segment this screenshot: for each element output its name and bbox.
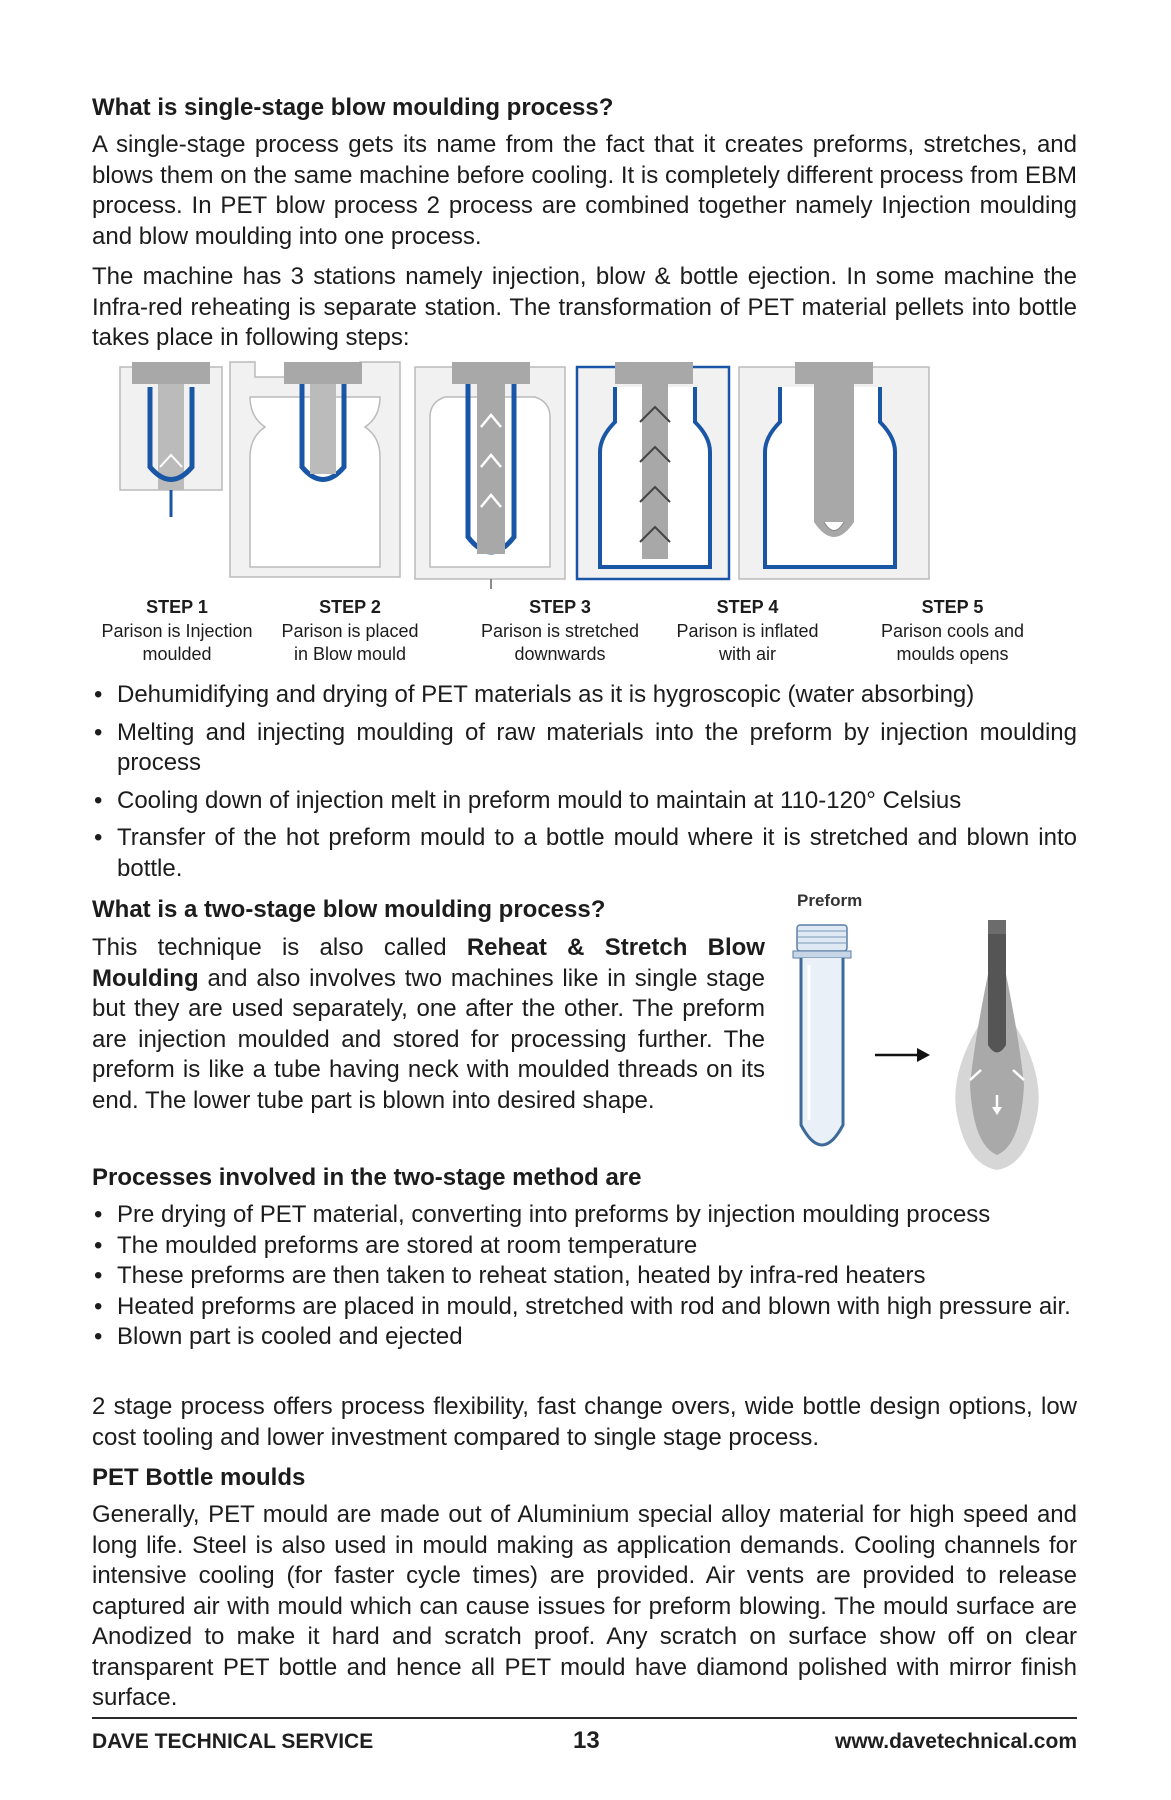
- footer-website-link[interactable]: www.davetechnical.com: [835, 1730, 1077, 1753]
- step-5-figure: [739, 362, 929, 579]
- list-item: • Melting and injecting moulding of raw materials into the preform by injection moulding process: [92, 718, 1077, 779]
- preform-tube: [793, 925, 851, 1145]
- paragraph-pet-moulds: Generally, PET mould are made out of Aluminium special alloy material for high speed and long life. Steel is also used in mould making as application demands. Cooling channels for intensive cooling (for faster cycle times) are provided. Air vents are provided to release captured air with mould which can cause issues for preform blowing. The mould surface are Anodized to make it hard and scratch proof. Any scratch on surface show off on clear transparent PET bottle and hence all PET mould have diamond polished with mirror finish surface.: [92, 1501, 1077, 1711]
- step-label: STEP 2 Parison is placed in Blow mould: [281, 597, 419, 664]
- section-heading-two-stage: What is a two-stage blow moulding process?: [92, 896, 606, 923]
- section-heading-single-stage: What is single-stage blow moulding process?: [92, 94, 614, 121]
- step-label: STEP 4 Parison is inflated with air: [676, 597, 819, 664]
- step-label: STEP 5 Parison cools and moulds opens: [880, 597, 1025, 664]
- list-item: • Cooling down of injection melt in preform mould to maintain at 110-120° Celsius: [92, 786, 1077, 817]
- step-3-figure: [415, 362, 565, 589]
- paragraph-machine-stations: The machine has 3 stations namely injection, blow & bottle ejection. In some machine the Infra-red reheating is separate station. The transformation of PET material pellets into bottle takes place in following steps:: [92, 263, 1077, 351]
- step-label: STEP 1 Parison is Injection moulded: [101, 597, 253, 664]
- paragraph-two-stage-summary: 2 stage process offers process flexibility, fast change overs, wide bottle design options, low cost tooling and lower investment compared to single stage process.: [92, 1393, 1077, 1451]
- step-2-figure: [230, 362, 400, 577]
- list-item: • Transfer of the hot preform mould to a bottle mould where it is stretched and blown into bottle.: [92, 823, 1077, 884]
- list-item: • Dehumidifying and drying of PET materials as it is hygroscopic (water absorbing): [92, 680, 1077, 711]
- step-label: STEP 3 Parison is stretched downwards: [480, 597, 640, 664]
- step-4-figure: [577, 362, 729, 579]
- list-item: • Heated preforms are placed in mould, stretched with rod and blown with high pressure air.: [92, 1292, 1077, 1323]
- section-heading-pet-moulds: PET Bottle moulds: [92, 1464, 306, 1491]
- list-item: • Blown part is cooled and ejected: [92, 1322, 1077, 1353]
- footer-divider: [92, 1717, 1077, 1719]
- two-stage-process-list: [92, 1200, 1077, 1353]
- paragraph-single-stage-intro: A single-stage process gets its name from the fact that it creates preforms, stretches, and blows them on the same machine before cooling. It is completely different process from EBM process. In PET blow process 2 process are combined together namely Injection moulding and blow moulding into one process.: [92, 131, 1077, 250]
- list-item: • Pre drying of PET material, converting into preforms by injection moulding process: [92, 1200, 1077, 1231]
- paragraph-two-stage: This technique is also called Reheat & Stretch Blow Moulding and also involves two machines like in single stage but they are used separately, one after the other. The preform are injection moulded and stored for processing further. The preform is like a tube having neck with moulded threads on its end. The lower tube part is blown into desired shape.: [92, 934, 765, 1114]
- section-heading-two-stage-processes: Processes involved in the two-stage method are: [92, 1164, 642, 1191]
- page-number: 13: [573, 1727, 600, 1754]
- step-1-figure: [120, 362, 222, 517]
- list-item: • The moulded preforms are stored at room temperature: [92, 1231, 1077, 1262]
- list-item: • These preforms are then taken to reheat station, heated by infra-red heaters: [92, 1261, 1077, 1292]
- preform-figure-label: Preform: [797, 891, 863, 910]
- footer-publisher: DAVE TECHNICAL SERVICE: [92, 1730, 374, 1753]
- step-labels: [0, 596, 1171, 668]
- single-stage-process-list: [92, 680, 1077, 884]
- arrow-right-icon: [875, 1048, 930, 1062]
- blown-bottle-figure: [955, 920, 1038, 1170]
- preform-figure: [785, 915, 1085, 1175]
